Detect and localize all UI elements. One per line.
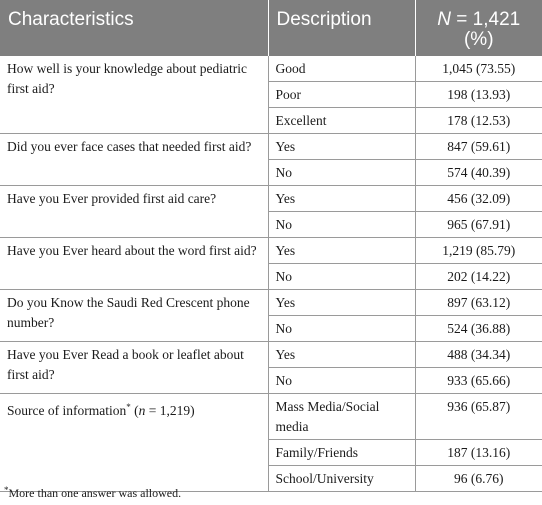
table-row bbox=[0, 393, 542, 439]
value-cell: 847 (59.61) bbox=[415, 133, 542, 159]
description-cell: No bbox=[268, 315, 415, 341]
description-cell: Yes bbox=[268, 237, 415, 263]
description-cell: Yes bbox=[268, 185, 415, 211]
header-n-count: = 1,421 bbox=[451, 9, 521, 30]
description-cell: Excellent bbox=[268, 107, 415, 133]
value-cell: 965 (67.91) bbox=[415, 211, 542, 237]
question-cell bbox=[0, 393, 268, 491]
header-n-symbol: N bbox=[437, 9, 452, 30]
footnote bbox=[4, 485, 181, 501]
description-cell: Mass Media/Social media bbox=[268, 393, 415, 439]
table-row bbox=[0, 185, 542, 211]
value-cell: 456 (32.09) bbox=[415, 185, 542, 211]
description-cell: Good bbox=[268, 56, 415, 82]
value-cell: 187 (13.16) bbox=[415, 439, 542, 465]
description-cell: School/University bbox=[268, 465, 415, 491]
footnote-text: More than one answer was allowed. bbox=[8, 486, 182, 500]
table-body bbox=[0, 56, 542, 492]
value-cell: 933 (65.66) bbox=[415, 367, 542, 393]
description-cell: Family/Friends bbox=[268, 439, 415, 465]
value-cell: 202 (14.22) bbox=[415, 263, 542, 289]
description-cell: Yes bbox=[268, 289, 415, 315]
header-percent: (%) bbox=[463, 28, 494, 50]
question-cell: Have you Ever Read a book or leaflet about first aid? bbox=[0, 341, 268, 393]
question-cell: How well is your knowledge about pediatric first aid? bbox=[0, 56, 268, 134]
description-cell: Yes bbox=[268, 341, 415, 367]
question-cell: Have you Ever provided first aid care? bbox=[0, 185, 268, 237]
value-cell: 198 (13.93) bbox=[415, 81, 542, 107]
value-cell: 1,045 (73.55) bbox=[415, 56, 542, 82]
value-cell: 96 (6.76) bbox=[415, 465, 542, 491]
header-description: Description bbox=[268, 0, 415, 56]
value-cell: 488 (34.34) bbox=[415, 341, 542, 367]
header-row bbox=[0, 0, 542, 56]
question-cell: Did you ever face cases that needed first aid? bbox=[0, 133, 268, 185]
description-cell: Poor bbox=[268, 81, 415, 107]
header-n-percent bbox=[415, 0, 542, 56]
table-row bbox=[0, 341, 542, 367]
table-header bbox=[0, 0, 542, 56]
description-cell: No bbox=[268, 159, 415, 185]
footnote-star: * bbox=[4, 485, 9, 495]
source-question-part: * bbox=[126, 401, 131, 412]
source-question-part: Source of information bbox=[7, 402, 127, 418]
value-cell: 1,219 (85.79) bbox=[415, 237, 542, 263]
source-question-part: ( bbox=[130, 402, 139, 418]
question-cell: Do you Know the Saudi Red Crescent phone number? bbox=[0, 289, 268, 341]
description-cell: No bbox=[268, 211, 415, 237]
value-cell: 936 (65.87) bbox=[415, 393, 542, 439]
question-cell: Have you Ever heard about the word first aid? bbox=[0, 237, 268, 289]
table-row bbox=[0, 289, 542, 315]
value-cell: 178 (12.53) bbox=[415, 107, 542, 133]
table-row bbox=[0, 237, 542, 263]
source-question-part: = 1,219) bbox=[145, 402, 195, 418]
header-characteristics: Characteristics bbox=[0, 0, 268, 56]
description-cell: Yes bbox=[268, 133, 415, 159]
description-cell: No bbox=[268, 367, 415, 393]
value-cell: 574 (40.39) bbox=[415, 159, 542, 185]
table-row bbox=[0, 56, 542, 82]
description-cell: No bbox=[268, 263, 415, 289]
table-row bbox=[0, 133, 542, 159]
value-cell: 897 (63.12) bbox=[415, 289, 542, 315]
value-cell: 524 (36.88) bbox=[415, 315, 542, 341]
source-question-part: n bbox=[138, 402, 146, 418]
